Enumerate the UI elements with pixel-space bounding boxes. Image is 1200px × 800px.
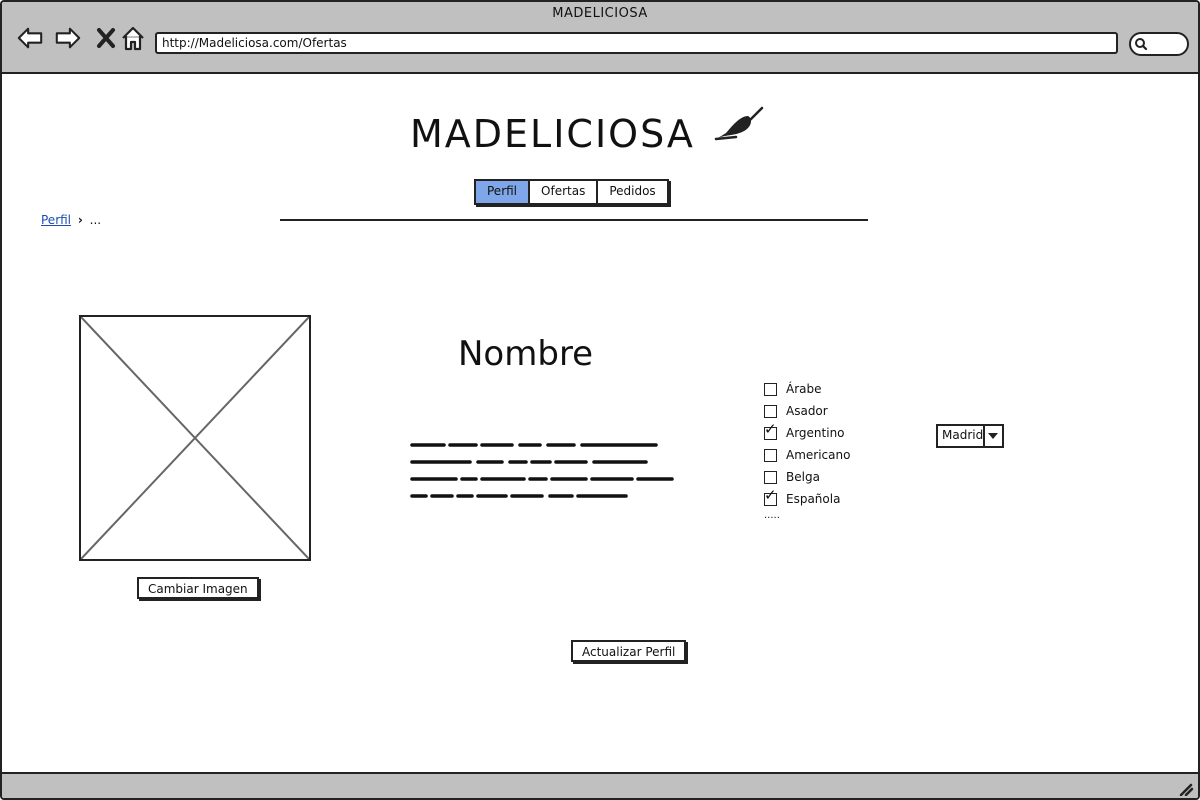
browser-chrome (2, 2, 1198, 74)
checkmark-icon: ✓ (764, 485, 777, 504)
checkbox-box[interactable] (764, 449, 777, 462)
browser-status-bar (2, 772, 1198, 800)
checkbox-box[interactable] (764, 485, 777, 506)
breadcrumb-rest: ... (89, 213, 102, 227)
checkmark-icon: ✓ (764, 419, 777, 438)
browser-search-field[interactable] (1129, 32, 1189, 56)
back-arrow-icon[interactable] (16, 24, 44, 52)
search-icon (1134, 37, 1148, 51)
home-icon[interactable] (119, 24, 147, 52)
forward-arrow-icon[interactable] (54, 24, 82, 52)
header-divider (280, 219, 868, 221)
tab-pedidos[interactable]: Pedidos (598, 181, 666, 203)
breadcrumb-link-perfil[interactable]: Perfil (41, 213, 72, 227)
site-logo-text: MADELICIOSA (410, 112, 695, 156)
checkbox-belga[interactable] (764, 466, 850, 488)
breadcrumb (41, 213, 101, 227)
tab-ofertas[interactable]: Ofertas (530, 181, 598, 203)
window-title: MADELICIOSA (552, 6, 648, 21)
checkbox-argentino[interactable] (764, 419, 850, 444)
city-select[interactable] (936, 424, 1004, 448)
profile-name: Nombre (458, 334, 594, 374)
close-icon[interactable] (92, 24, 120, 52)
resize-grip-icon[interactable] (1178, 782, 1194, 796)
quill-leaf-icon (714, 106, 766, 144)
city-select-value: Madrid (942, 428, 984, 442)
cuisine-checkbox-list (764, 378, 850, 522)
chevron-down-icon (988, 433, 998, 440)
checkbox-asador[interactable] (764, 400, 850, 422)
profile-image-placeholder (79, 315, 311, 561)
checkbox-americano[interactable] (764, 444, 850, 466)
dropdown-toggle[interactable] (983, 426, 1002, 446)
checkbox-box[interactable] (764, 419, 777, 440)
address-bar[interactable]: http://Madeliciosa.com/Ofertas (155, 32, 1118, 54)
checkbox-box[interactable] (764, 405, 777, 418)
update-profile-button[interactable]: Actualizar Perfil (571, 640, 686, 662)
checkbox-label: Española (786, 492, 841, 506)
breadcrumb-separator: › (77, 213, 83, 227)
more-options-ellipsis: ..... (764, 510, 780, 521)
change-image-button[interactable]: Cambiar Imagen (137, 577, 259, 599)
checkbox-label: Belga (786, 470, 820, 484)
checkbox-espanola[interactable] (764, 485, 850, 510)
tab-perfil[interactable]: Perfil (476, 181, 530, 203)
checkbox-label: Árabe (786, 382, 822, 396)
checkbox-box[interactable] (764, 383, 777, 396)
main-tabs (474, 179, 669, 205)
checkbox-label: Americano (786, 448, 851, 462)
checkbox-box[interactable] (764, 471, 777, 484)
checkbox-arabe[interactable] (764, 378, 850, 400)
checkbox-label: Argentino (786, 426, 845, 440)
checkbox-label: Asador (786, 404, 828, 418)
image-placeholder-icon (81, 317, 309, 559)
scribbled-text-placeholder (410, 439, 678, 503)
